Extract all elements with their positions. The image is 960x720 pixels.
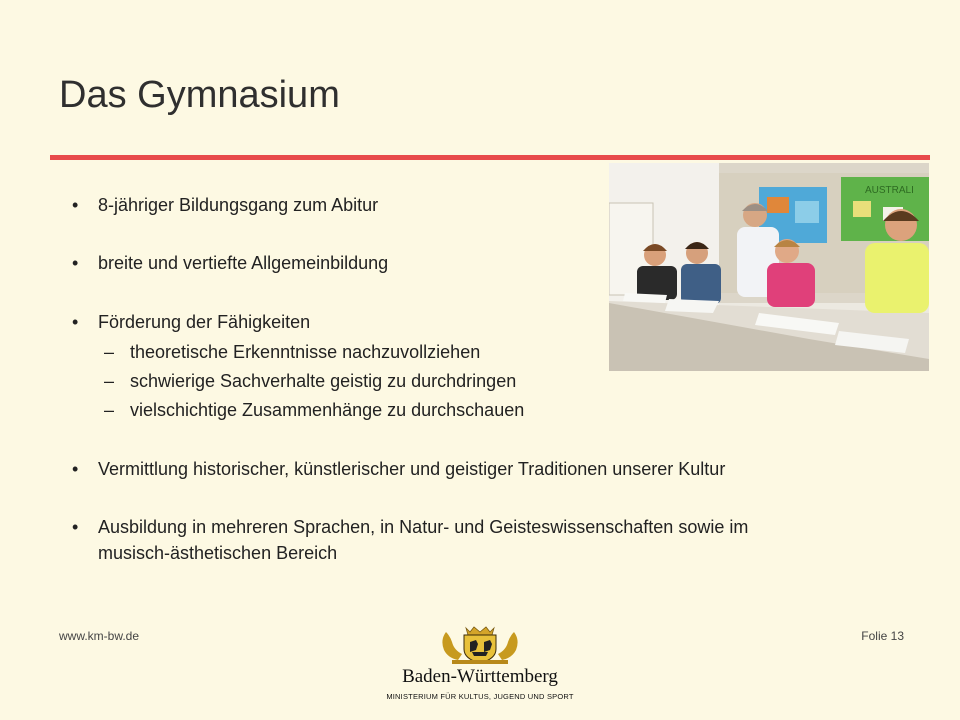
bullet-text: Vermittlung historischer, künstlerischer und geistiger Traditionen unserer Kultur	[98, 459, 726, 479]
logo-subtitle: MINISTERIUM FÜR KULTUS, JUGEND UND SPORT	[386, 692, 574, 701]
bullet-marker: •	[72, 312, 79, 332]
bullet-item	[72, 514, 748, 566]
footer-url: www.km-bw.de	[59, 629, 140, 643]
slide-title: Das Gymnasium	[59, 74, 340, 116]
bullet-marker: •	[72, 195, 79, 215]
bullet-item	[72, 309, 310, 335]
classroom-photo	[609, 163, 929, 371]
slide-number: Folie 13	[861, 629, 904, 643]
bullet-item	[72, 456, 725, 482]
sub-bullet-marker: –	[104, 371, 115, 391]
coat-of-arms-icon	[380, 622, 580, 666]
bullet-text: breite und vertiefte Allgemeinbildung	[98, 253, 389, 273]
sub-bullet-item	[104, 397, 524, 423]
bullet-marker: •	[72, 517, 79, 537]
poster-label: AUSTRALI	[865, 185, 914, 196]
sub-bullet-text: vielschichtige Zusammenhänge zu durchschauen	[130, 400, 525, 420]
bullet-item	[72, 192, 378, 218]
sub-bullet-text: theoretische Erkenntnisse nachzuvollziehen	[130, 342, 481, 362]
bullet-text: Ausbildung in mehreren Sprachen, in Natur- und Geisteswissenschaften sowie im	[98, 517, 749, 537]
sub-bullet-marker: –	[104, 342, 115, 362]
bullet-marker: •	[72, 253, 79, 273]
bullet-text: 8-jähriger Bildungsgang zum Abitur	[98, 195, 379, 215]
title-divider	[50, 155, 930, 160]
sub-bullet-item	[104, 368, 516, 394]
ministry-logo	[380, 622, 580, 712]
bullet-text: Förderung der Fähigkeiten	[98, 312, 311, 332]
bullet-text-continued: musisch-ästhetischen Bereich	[98, 543, 338, 563]
bullet-marker: •	[72, 459, 79, 479]
logo-name: Baden-Württemberg	[402, 666, 558, 687]
bullet-item	[72, 250, 388, 276]
sub-bullet-item	[104, 339, 480, 365]
sub-bullet-text: schwierige Sachverhalte geistig zu durchdringen	[130, 371, 517, 391]
sub-bullet-marker: –	[104, 400, 115, 420]
